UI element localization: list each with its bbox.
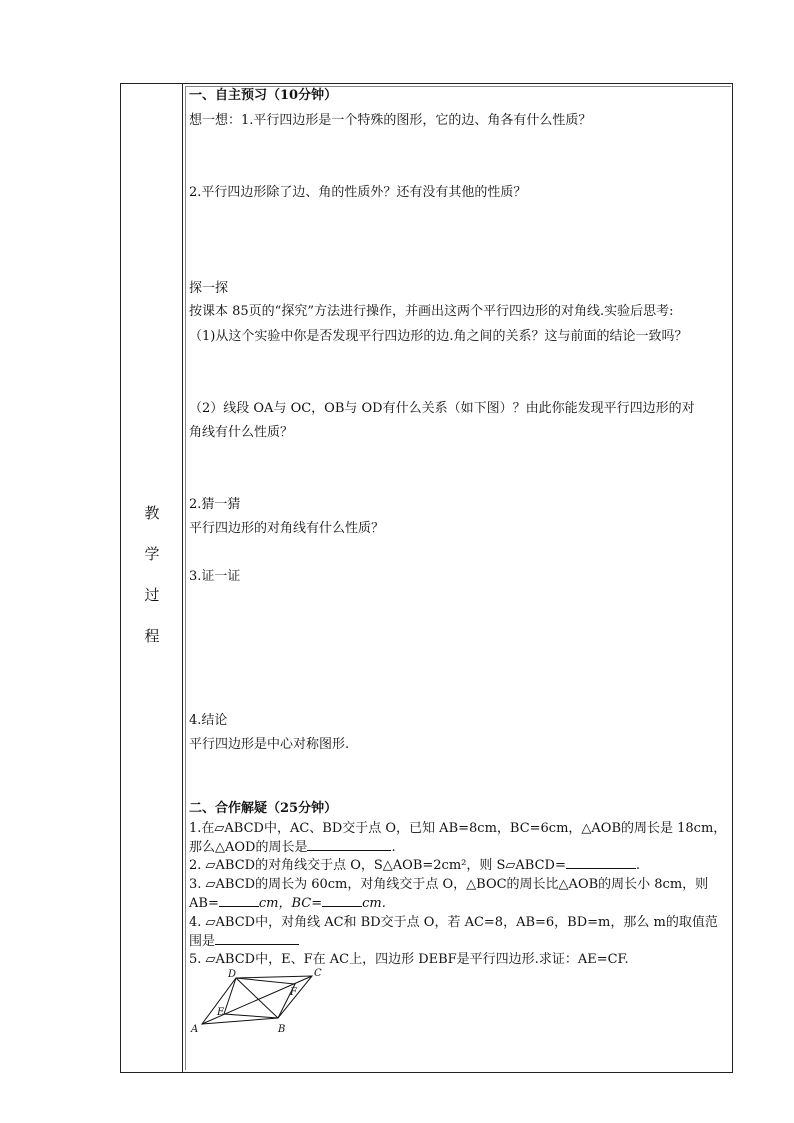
label-e: E: [217, 1007, 225, 1018]
label-f: F: [290, 987, 297, 998]
problem-3: 3. ▱ABCD的周长为 60cm，对角线交于点 O，△BOC的周长比△AOB的周长小 8cm，则: [189, 877, 709, 892]
explore-question-1: （1)从这个实验中你是否发现平行四边形的边.角之间的关系？这与前面的结论一致吗？: [189, 329, 688, 344]
answer-blank[interactable]: [307, 838, 391, 851]
conclusion-text: 平行四边形是中心对称图形.: [189, 737, 350, 752]
column-divider: [182, 83, 183, 1073]
answer-blank[interactable]: [566, 856, 636, 869]
label-c: C: [314, 968, 322, 979]
answer-blank[interactable]: [219, 894, 259, 907]
parallelogram-figure: [190, 966, 330, 1036]
problem-4-text: 围是: [189, 934, 216, 949]
explore-text: 按课本 85页的“探究”方法进行操作，并画出这两个平行四边形的对角线.实验后思考:: [189, 304, 674, 319]
problem-1-cont: 那么△AOD的周长是 .: [189, 840, 396, 855]
problem-4: 4. ▱ABCD中，对角线 AC和 BD交于点 O，若 AC=8，AB=6，BD=m，那么 m的取值范: [189, 915, 718, 930]
answer-blank[interactable]: [215, 932, 299, 945]
guess-title: 2.猜一猜: [189, 497, 241, 512]
conclusion-title: 4.结论: [189, 713, 228, 728]
think-question-2: 2.平行四边形除了边、角的性质外？还有没有其他的性质？: [189, 185, 527, 200]
problem-3-cont: [189, 894, 386, 913]
problem-1-text: 那么△AOD的周长是: [189, 840, 308, 855]
label-a: A: [191, 1024, 199, 1035]
side-label-char: 学: [144, 545, 160, 563]
guess-text: 平行四边形的对角线有什么性质？: [189, 521, 385, 536]
problem-5: 5. ▱ABCD中，E、F在 AC上，四边形 DEBF是平行四边形.求证：AE=CF.: [189, 952, 629, 967]
think-question-1: 想一想：1.平行四边形是一个特殊的图形，它的边、角各有什么性质？: [189, 113, 592, 128]
side-label-char: 教: [144, 504, 160, 522]
problem-2-text: 2. ▱ABCD的对角线交于点 O，S△AOB=2cm²，则 S▱ABCD=: [189, 858, 566, 873]
diagonal-bd: [236, 978, 278, 1018]
section2-heading: 二、合作解疑（25分钟）: [189, 801, 338, 816]
parallelogram-debf: [224, 978, 295, 1018]
side-label-column: [140, 504, 164, 645]
problem-4-cont: [189, 932, 299, 951]
problem-3-text: AB=: [189, 896, 219, 911]
side-label-char: 程: [144, 627, 160, 645]
answer-blank[interactable]: [322, 894, 362, 907]
explore-question-2: （2）线段 OA与 OC，OB与 OD有什么关系（如下图）？由此你能发现平行四边形的对: [189, 401, 695, 416]
prove-title: 3.证一证: [189, 569, 241, 584]
label-d: D: [228, 969, 237, 980]
side-label-char: 过: [144, 586, 160, 604]
section1-heading: 一、自主预习（10分钟）: [189, 88, 338, 103]
problem-3-text: cm，BC=: [258, 896, 323, 911]
label-b: B: [278, 1024, 286, 1035]
explore-question-2-cont: 角线有什么性质？: [189, 425, 294, 440]
explore-title: 探一探: [189, 281, 229, 296]
problem-1: 1.在▱ABCD中，AC、BD交于点 O，已知 AB=8cm，BC=6cm，△AOB的周长是 18cm，: [189, 821, 727, 836]
problem-2: 2. ▱ABCD的对角线交于点 O，S△AOB=2cm²，则 S▱ABCD= .: [189, 858, 640, 873]
problem-3-text: cm.: [362, 896, 386, 911]
